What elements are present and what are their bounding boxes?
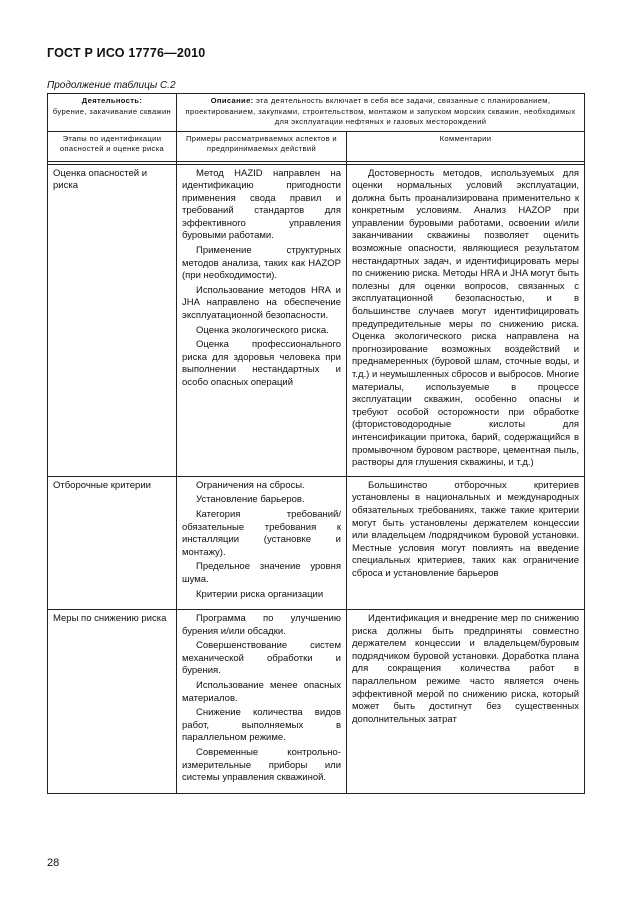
- comment-cell: [347, 476, 585, 609]
- example-item: Современные контрольно-измерительные приборы или системы управления скважиной.: [182, 747, 341, 784]
- example-item: Категория требований/обязательные требования к инсталляции (установке и монтажу).: [182, 508, 341, 558]
- risk-table: [47, 93, 585, 794]
- comment-text: Достоверность методов, используемых для оценки нормальных условий эксплуатации, должна быть проанализирована применительно к конкретным условиям. Анализ HAZOP при управлении буровыми работами, освоении и/или заканчивании скважины позволяет оценить возможные опасности, являющиеся результатом нестандартных задач, и идентифицировать меры по снижению риска. Методы HRA и JHA могут быть полезны для оценки вопросов, связанных с эксплуатационной безопасностью, и в большинстве случаев могут идентифицировать предупредительные меры по снижению риска. Оценка экологического риска направлена на прогнозирование возможных воздействий и преднамеренных (буровой шлам, сточные воды, и т.д.) и неумышленных сбросов и выбросов. Многие материалы, используемые в процессе эксплуатации скважин, особенно опасны и требуют особой осторожности при обработке (фтористоводородные кислоты для интенсификации притока, барий, содержащийся в промывочном буровом растворе, цементная пыль, растворы для глушения скважины, и т.д.): [352, 167, 580, 469]
- examples-cell: [177, 164, 347, 476]
- example-item: Критерии риска организации: [196, 588, 324, 600]
- example-item: Оценка профессионального риска для здоровья человека при выполнении нестандартных и особо опасных операций: [182, 339, 341, 388]
- description-cell: [177, 94, 585, 132]
- description-label: Описание:: [210, 96, 254, 105]
- document-header: ГОСТ Р ИСО 17776—2010: [47, 46, 206, 60]
- col-header-comments: Комментарии: [347, 131, 585, 161]
- comment-cell: [347, 610, 585, 794]
- example-item: Установление барьеров.: [196, 494, 305, 506]
- example-item: Программа по улучшению бурения и/или обсадки.: [182, 613, 341, 637]
- activity-cell: [48, 94, 177, 132]
- col-header-examples: Примеры рассматриваемых аспектов и предпринимаемых действий: [177, 131, 347, 161]
- comment-text: Большинство отборочных критериев установлены в национальных и международных обязательных требованиях, также такие критерии могут быть установлены держателем концессии или владельцем /подрядчиком буровой установки. Местные условия могут повлиять на введение специальных критериев, таких как ограничение сброса и установление барьеров: [352, 479, 580, 579]
- stage-cell: Оценка опасностей и риска: [48, 164, 177, 476]
- example-item: Использование методов HRA и JHA направлено на обеспечение эксплуатационной безопасности.: [182, 284, 341, 322]
- column-header-row: [48, 131, 585, 161]
- table-header-row: [48, 94, 585, 132]
- table-row: [48, 610, 585, 794]
- stage-cell: Меры по снижению риска: [48, 610, 177, 794]
- example-item: Ограничения на сбросы.: [196, 479, 305, 491]
- example-item: Применение структурных методов анализа, таких как HAZOP (при необходимости).: [182, 245, 341, 282]
- description-text: эта деятельность включает в себя все задачи, связанные с планированием, проектированием, закупками, строительством, монтажом и запуском морских скважин, необходимых для эксплуатации нефтяных и газовых месторождений: [185, 96, 576, 126]
- example-item: Использование менее опасных материалов.: [182, 680, 341, 704]
- activity-value: бурение, закачивание скважин: [52, 106, 172, 116]
- example-item: Предельное значение уровня шума.: [182, 561, 341, 585]
- example-item: Совершенствование систем механической обработки и бурения.: [182, 640, 341, 677]
- table-caption: Продолжение таблицы С.2: [47, 80, 176, 91]
- comment-text: Идентификация и внедрение мер по снижению риска должны быть предприняты совместно держателем концессии и владельцем/буровым подрядчиком буровой установки. Доработка плана для сокращения количества работ в параллельном режиме часто является очень эффективной мерой по снижению риска, который может быть достигнут без существенных дополнительных затрат: [352, 613, 580, 725]
- page-number: 28: [47, 857, 60, 869]
- example-item: Метод HAZID направлен на идентификацию пригодности применения свода правил и требований стандартов для эффективного управления буровыми работами.: [182, 167, 341, 242]
- comment-cell: [347, 164, 585, 476]
- col-header-stages: Этапы по идентификации опасностей и оценке риска: [48, 131, 177, 161]
- examples-cell: [177, 476, 347, 609]
- activity-label: Деятельность:: [81, 96, 143, 105]
- examples-cell: [177, 610, 347, 794]
- example-item: Снижение количества видов работ, выполняемых в параллельном режиме.: [182, 707, 341, 744]
- example-item: Оценка экологического риска.: [196, 324, 329, 336]
- table-row: [48, 164, 585, 476]
- table-row: [48, 476, 585, 609]
- stage-cell: Отборочные критерии: [48, 476, 177, 609]
